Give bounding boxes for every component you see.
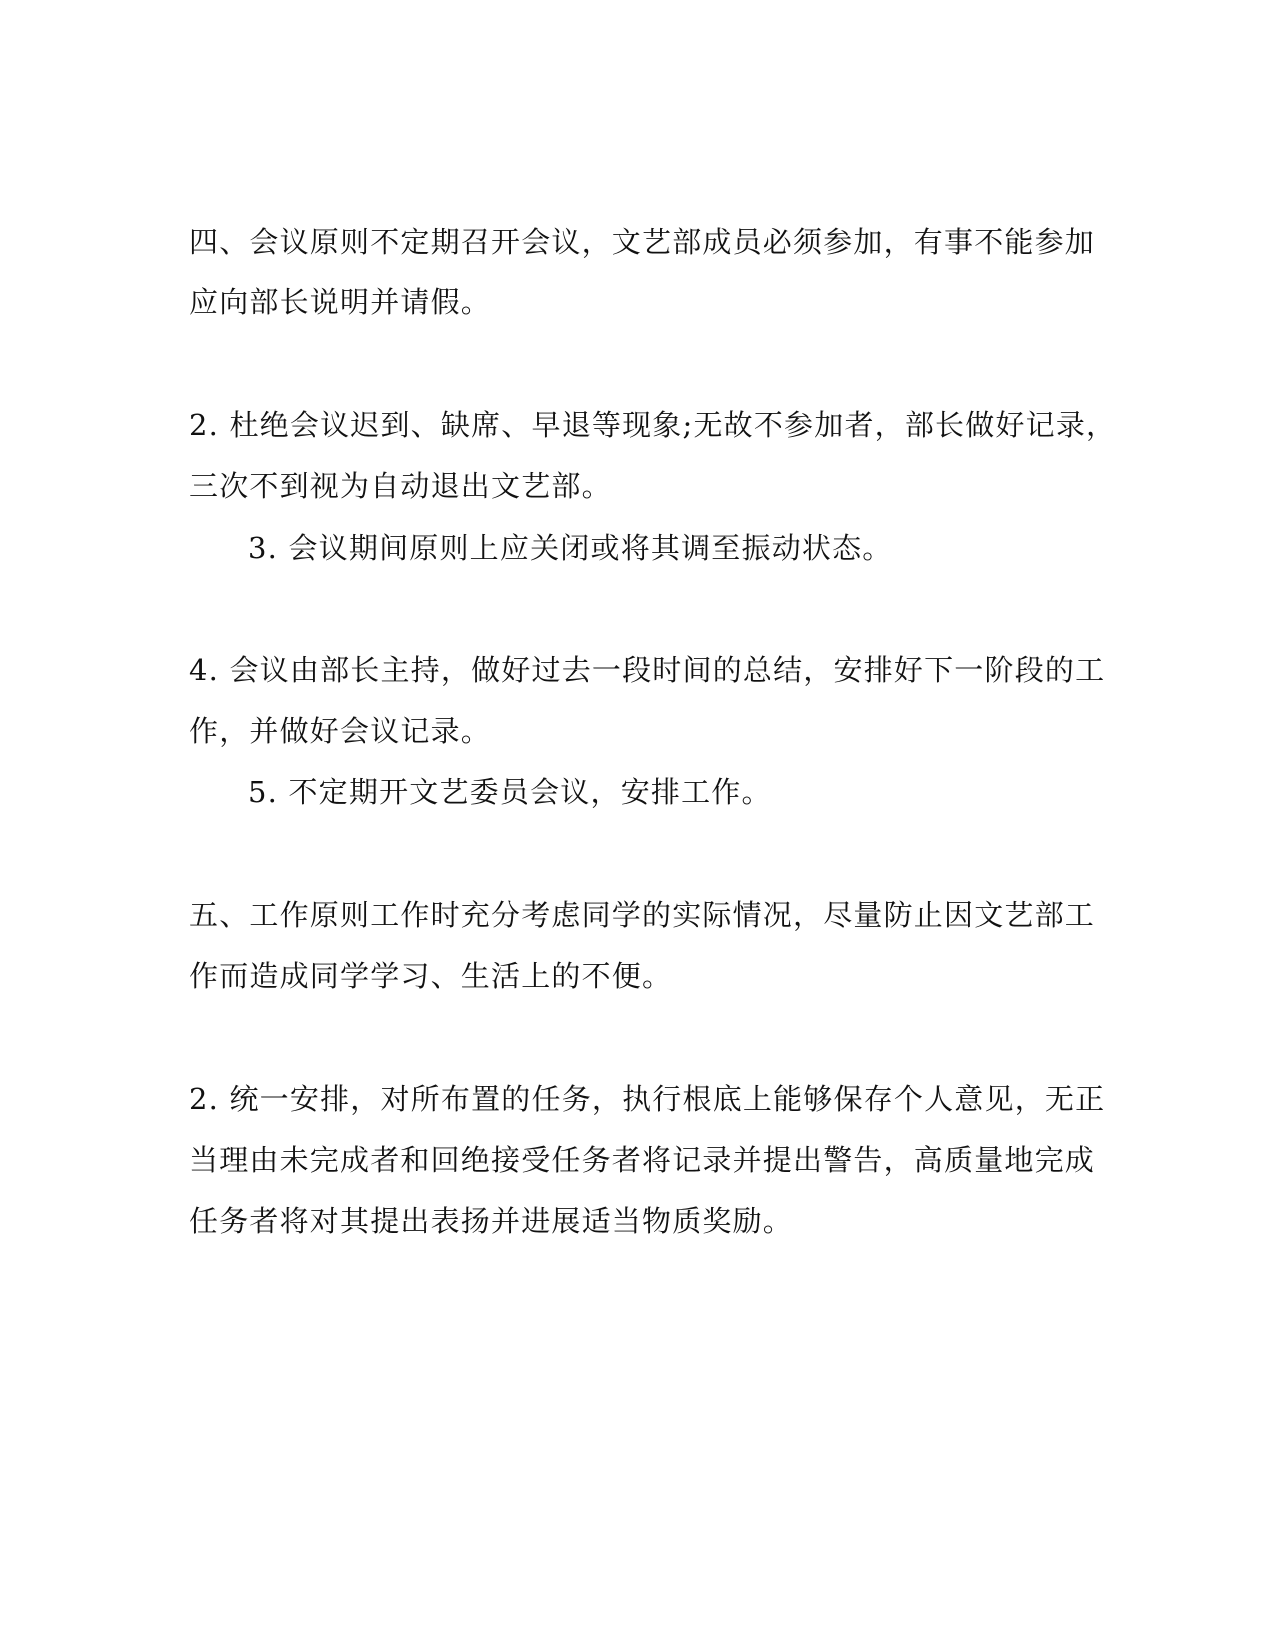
text-line: 五、工作原则工作时充分考虑同学的实际情况，尽量防止因文艺部工 xyxy=(189,898,1096,932)
text-line: 任务者将对其提出表扬并进展适当物质奖励。 xyxy=(189,1204,794,1238)
text-line: 当理由未完成者和回绝接受任务者将记录并提出警告，高质量地完成 xyxy=(189,1143,1096,1177)
text-line: 2. 统一安排，对所布置的任务，执行根底上能够保存个人意见，无正 xyxy=(189,1082,1106,1116)
text-line: 作，并做好会议记录。 xyxy=(189,714,492,748)
text-line: 三次不到视为自动退出文艺部。 xyxy=(189,469,612,503)
text-line: 四、会议原则不定期召开会议，文艺部成员必须参加，有事不能参加 xyxy=(189,225,1096,259)
text-line: 3. 会议期间原则上应关闭或将其调至振动状态。 xyxy=(248,531,893,565)
text-line: 应向部长说明并请假。 xyxy=(189,285,492,319)
text-line: 作而造成同学学习、生活上的不便。 xyxy=(189,959,673,993)
text-line: 4. 会议由部长主持，做好过去一段时间的总结，安排好下一阶段的工 xyxy=(189,653,1106,687)
text-line: 2. 杜绝会议迟到、缺席、早退等现象;无故不参加者，部长做好记录， xyxy=(189,408,1117,442)
text-line: 5. 不定期开文艺委员会议，安排工作。 xyxy=(248,775,772,809)
